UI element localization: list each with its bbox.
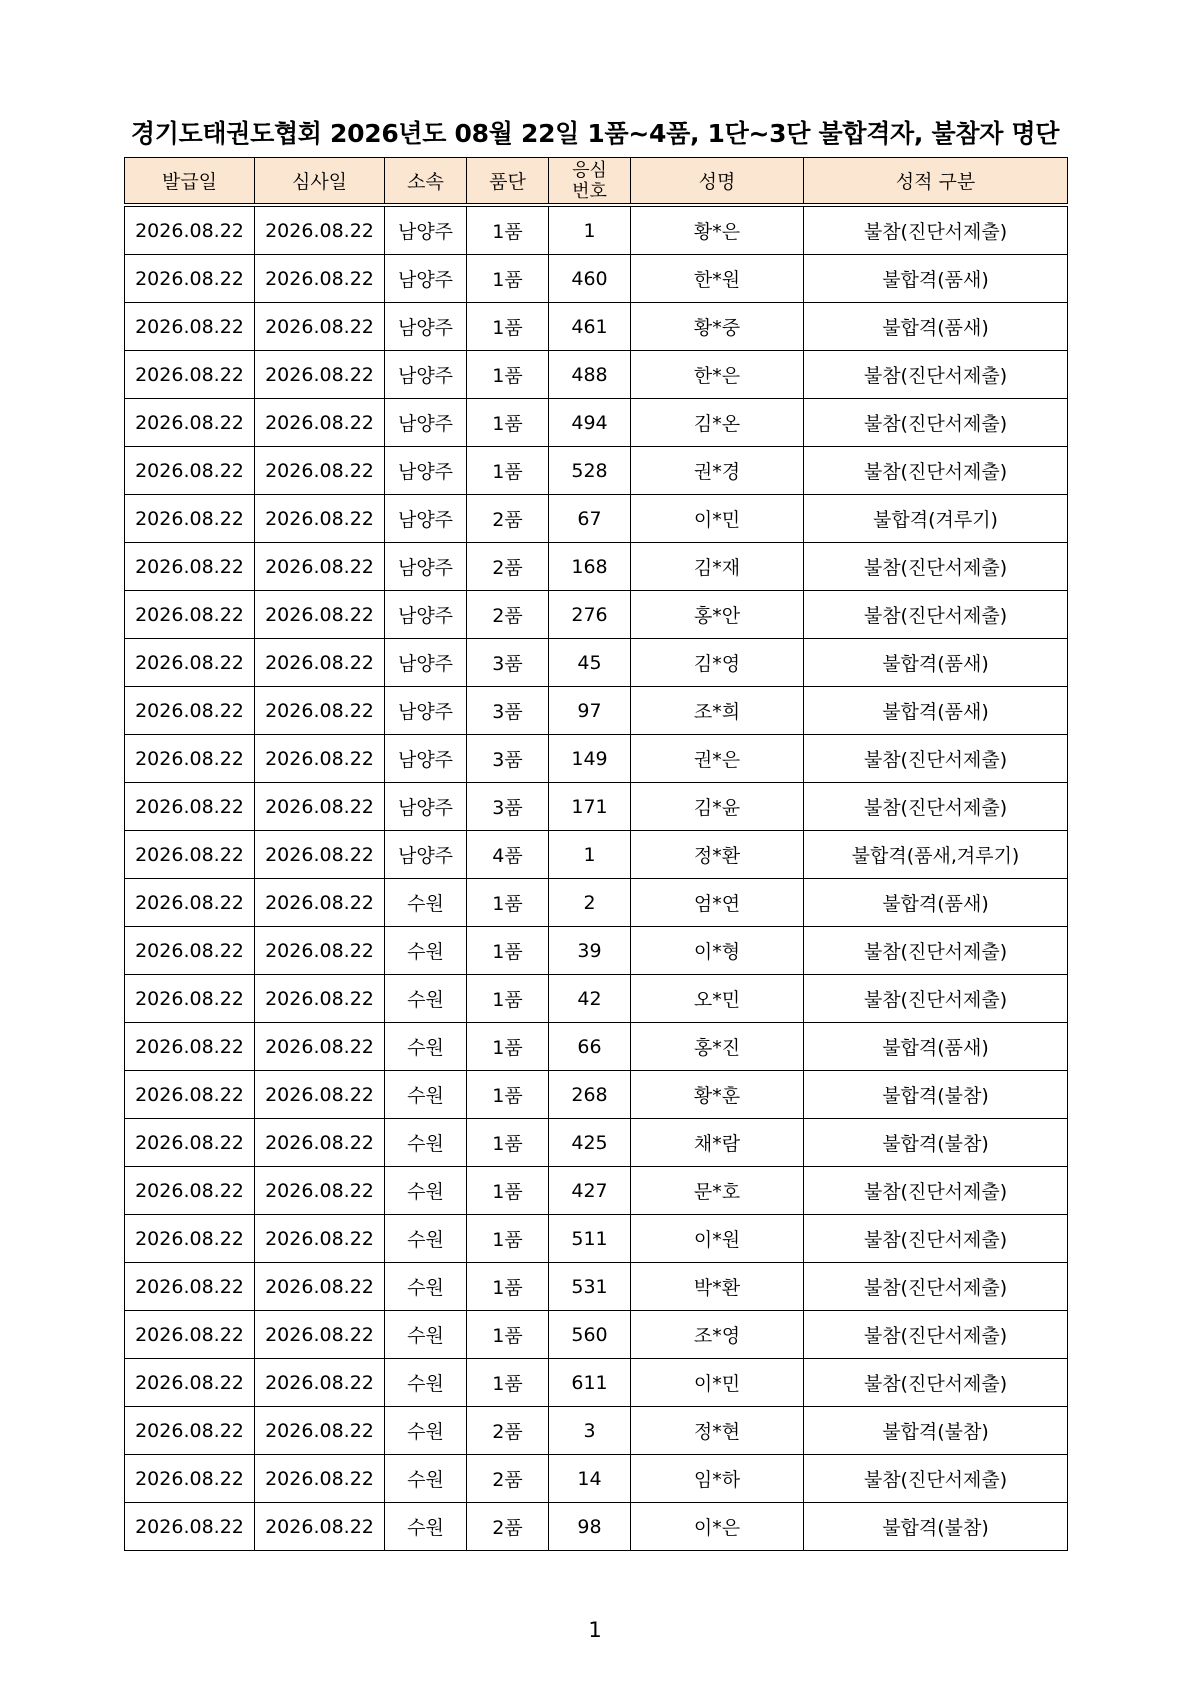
- cell-result: 불참(진단서제출): [804, 1215, 1068, 1263]
- cell-exam-number: 276: [549, 591, 631, 639]
- cell-exam-date: 2026.08.22: [255, 1119, 385, 1167]
- cell-affiliation: 수원: [385, 1503, 467, 1551]
- cell-name: 권*은: [631, 735, 804, 783]
- cell-rank: 1품: [467, 255, 549, 303]
- cell-result: 불합격(품새,겨루기): [804, 831, 1068, 879]
- cell-exam-number: 425: [549, 1119, 631, 1167]
- cell-result: 불참(진단서제출): [804, 1167, 1068, 1215]
- table-row: [125, 1263, 1068, 1311]
- cell-exam-date: 2026.08.22: [255, 591, 385, 639]
- cell-rank: 1품: [467, 1359, 549, 1407]
- cell-exam-number: 531: [549, 1263, 631, 1311]
- cell-exam-date: 2026.08.22: [255, 1407, 385, 1455]
- header-row: [125, 158, 1068, 206]
- cell-issue-date: 2026.08.22: [125, 1407, 255, 1455]
- cell-exam-number: 14: [549, 1455, 631, 1503]
- cell-name: 황*은: [631, 205, 804, 255]
- header-affiliation: 소속: [385, 158, 467, 206]
- cell-issue-date: 2026.08.22: [125, 1071, 255, 1119]
- cell-rank: 1품: [467, 205, 549, 255]
- cell-name: 이*원: [631, 1215, 804, 1263]
- table-row: [125, 879, 1068, 927]
- cell-affiliation: 수원: [385, 1119, 467, 1167]
- cell-result: 불참(진단서제출): [804, 735, 1068, 783]
- cell-rank: 1품: [467, 879, 549, 927]
- cell-issue-date: 2026.08.22: [125, 1503, 255, 1551]
- cell-name: 문*호: [631, 1167, 804, 1215]
- cell-issue-date: 2026.08.22: [125, 351, 255, 399]
- cell-exam-number: 98: [549, 1503, 631, 1551]
- cell-exam-number: 494: [549, 399, 631, 447]
- cell-exam-date: 2026.08.22: [255, 351, 385, 399]
- cell-issue-date: 2026.08.22: [125, 1119, 255, 1167]
- cell-rank: 1품: [467, 399, 549, 447]
- cell-result: 불참(진단서제출): [804, 927, 1068, 975]
- cell-result: 불합격(불참): [804, 1119, 1068, 1167]
- cell-issue-date: 2026.08.22: [125, 1023, 255, 1071]
- cell-name: 정*현: [631, 1407, 804, 1455]
- cell-exam-number: 528: [549, 447, 631, 495]
- cell-issue-date: 2026.08.22: [125, 879, 255, 927]
- cell-exam-date: 2026.08.22: [255, 1455, 385, 1503]
- cell-affiliation: 수원: [385, 975, 467, 1023]
- cell-issue-date: 2026.08.22: [125, 639, 255, 687]
- cell-name: 황*중: [631, 303, 804, 351]
- cell-affiliation: 수원: [385, 1455, 467, 1503]
- cell-issue-date: 2026.08.22: [125, 735, 255, 783]
- cell-result: 불합격(불참): [804, 1503, 1068, 1551]
- header-issue-date: 발급일: [125, 158, 255, 206]
- header-result: 성적 구분: [804, 158, 1068, 206]
- cell-affiliation: 남양주: [385, 303, 467, 351]
- cell-exam-number: 39: [549, 927, 631, 975]
- cell-rank: 2품: [467, 495, 549, 543]
- cell-exam-number: 42: [549, 975, 631, 1023]
- cell-exam-number: 460: [549, 255, 631, 303]
- cell-rank: 1품: [467, 351, 549, 399]
- cell-rank: 1품: [467, 1119, 549, 1167]
- table-row: [125, 255, 1068, 303]
- cell-affiliation: 수원: [385, 1407, 467, 1455]
- cell-exam-number: 488: [549, 351, 631, 399]
- cell-rank: 2품: [467, 1503, 549, 1551]
- cell-exam-number: 461: [549, 303, 631, 351]
- cell-issue-date: 2026.08.22: [125, 687, 255, 735]
- cell-result: 불참(진단서제출): [804, 351, 1068, 399]
- cell-rank: 1품: [467, 975, 549, 1023]
- cell-exam-number: 560: [549, 1311, 631, 1359]
- cell-result: 불참(진단서제출): [804, 205, 1068, 255]
- table-row: [125, 1311, 1068, 1359]
- cell-affiliation: 수원: [385, 1215, 467, 1263]
- cell-issue-date: 2026.08.22: [125, 927, 255, 975]
- table-row: [125, 495, 1068, 543]
- cell-exam-number: 3: [549, 1407, 631, 1455]
- table-row: [125, 591, 1068, 639]
- cell-issue-date: 2026.08.22: [125, 1455, 255, 1503]
- cell-exam-date: 2026.08.22: [255, 975, 385, 1023]
- cell-exam-number: 67: [549, 495, 631, 543]
- cell-affiliation: 수원: [385, 1311, 467, 1359]
- cell-name: 김*재: [631, 543, 804, 591]
- cell-affiliation: 남양주: [385, 205, 467, 255]
- table-row: [125, 687, 1068, 735]
- table-row: [125, 1119, 1068, 1167]
- cell-rank: 1품: [467, 447, 549, 495]
- cell-rank: 3품: [467, 783, 549, 831]
- cell-issue-date: 2026.08.22: [125, 1311, 255, 1359]
- header-exam-date: 심사일: [255, 158, 385, 206]
- cell-exam-number: 149: [549, 735, 631, 783]
- cell-result: 불참(진단서제출): [804, 447, 1068, 495]
- cell-rank: 2품: [467, 591, 549, 639]
- cell-exam-date: 2026.08.22: [255, 1023, 385, 1071]
- cell-exam-number: 1: [549, 205, 631, 255]
- cell-issue-date: 2026.08.22: [125, 1215, 255, 1263]
- cell-affiliation: 남양주: [385, 543, 467, 591]
- table-row: [125, 1407, 1068, 1455]
- cell-affiliation: 남양주: [385, 639, 467, 687]
- cell-issue-date: 2026.08.22: [125, 831, 255, 879]
- table-row: [125, 1215, 1068, 1263]
- table-row: [125, 639, 1068, 687]
- header-exam-number: 응심 번호: [549, 158, 631, 206]
- cell-affiliation: 남양주: [385, 735, 467, 783]
- cell-exam-date: 2026.08.22: [255, 783, 385, 831]
- cell-exam-date: 2026.08.22: [255, 687, 385, 735]
- cell-affiliation: 남양주: [385, 255, 467, 303]
- cell-exam-number: 1: [549, 831, 631, 879]
- cell-issue-date: 2026.08.22: [125, 205, 255, 255]
- cell-rank: 1품: [467, 1071, 549, 1119]
- cell-rank: 2품: [467, 1407, 549, 1455]
- cell-rank: 2품: [467, 543, 549, 591]
- cell-name: 권*경: [631, 447, 804, 495]
- cell-name: 김*윤: [631, 783, 804, 831]
- cell-result: 불참(진단서제출): [804, 399, 1068, 447]
- cell-result: 불참(진단서제출): [804, 591, 1068, 639]
- table-row: [125, 1455, 1068, 1503]
- table-row: [125, 927, 1068, 975]
- cell-affiliation: 수원: [385, 927, 467, 975]
- cell-affiliation: 남양주: [385, 783, 467, 831]
- page-number: 1: [588, 1618, 602, 1642]
- cell-issue-date: 2026.08.22: [125, 1167, 255, 1215]
- cell-issue-date: 2026.08.22: [125, 543, 255, 591]
- cell-exam-date: 2026.08.22: [255, 1359, 385, 1407]
- cell-name: 김*영: [631, 639, 804, 687]
- cell-rank: 3품: [467, 639, 549, 687]
- cell-result: 불참(진단서제출): [804, 1311, 1068, 1359]
- cell-result: 불참(진단서제출): [804, 543, 1068, 591]
- cell-exam-date: 2026.08.22: [255, 1167, 385, 1215]
- cell-issue-date: 2026.08.22: [125, 447, 255, 495]
- cell-result: 불참(진단서제출): [804, 1263, 1068, 1311]
- table-row: [125, 1359, 1068, 1407]
- table-row: [125, 1167, 1068, 1215]
- cell-affiliation: 남양주: [385, 831, 467, 879]
- cell-affiliation: 수원: [385, 1359, 467, 1407]
- cell-rank: 3품: [467, 687, 549, 735]
- table-row: [125, 783, 1068, 831]
- cell-name: 홍*진: [631, 1023, 804, 1071]
- cell-result: 불합격(품새): [804, 255, 1068, 303]
- cell-issue-date: 2026.08.22: [125, 1359, 255, 1407]
- cell-rank: 1품: [467, 1263, 549, 1311]
- header-rank: 품단: [467, 158, 549, 206]
- cell-result: 불합격(품새): [804, 639, 1068, 687]
- cell-result: 불합격(불참): [804, 1407, 1068, 1455]
- table-row: [125, 831, 1068, 879]
- cell-rank: 1품: [467, 1023, 549, 1071]
- cell-result: 불참(진단서제출): [804, 1359, 1068, 1407]
- cell-affiliation: 수원: [385, 1263, 467, 1311]
- cell-result: 불합격(겨루기): [804, 495, 1068, 543]
- cell-rank: 1품: [467, 927, 549, 975]
- cell-name: 조*영: [631, 1311, 804, 1359]
- cell-affiliation: 남양주: [385, 447, 467, 495]
- cell-issue-date: 2026.08.22: [125, 255, 255, 303]
- cell-name: 정*환: [631, 831, 804, 879]
- cell-exam-date: 2026.08.22: [255, 735, 385, 783]
- cell-exam-date: 2026.08.22: [255, 927, 385, 975]
- cell-exam-date: 2026.08.22: [255, 255, 385, 303]
- cell-rank: 4품: [467, 831, 549, 879]
- cell-affiliation: 남양주: [385, 351, 467, 399]
- cell-name: 엄*연: [631, 879, 804, 927]
- table-row: [125, 303, 1068, 351]
- cell-issue-date: 2026.08.22: [125, 303, 255, 351]
- cell-rank: 1품: [467, 1311, 549, 1359]
- cell-affiliation: 남양주: [385, 591, 467, 639]
- cell-rank: 3품: [467, 735, 549, 783]
- cell-affiliation: 남양주: [385, 687, 467, 735]
- cell-name: 이*은: [631, 1503, 804, 1551]
- cell-affiliation: 수원: [385, 1023, 467, 1071]
- cell-exam-date: 2026.08.22: [255, 1311, 385, 1359]
- header-name: 성명: [631, 158, 804, 206]
- cell-result: 불합격(품새): [804, 879, 1068, 927]
- table-row: [125, 543, 1068, 591]
- cell-affiliation: 남양주: [385, 495, 467, 543]
- cell-exam-date: 2026.08.22: [255, 543, 385, 591]
- cell-affiliation: 수원: [385, 1167, 467, 1215]
- cell-exam-number: 511: [549, 1215, 631, 1263]
- cell-name: 홍*안: [631, 591, 804, 639]
- cell-exam-number: 97: [549, 687, 631, 735]
- cell-exam-date: 2026.08.22: [255, 831, 385, 879]
- cell-exam-number: 66: [549, 1023, 631, 1071]
- cell-issue-date: 2026.08.22: [125, 1263, 255, 1311]
- cell-name: 이*민: [631, 1359, 804, 1407]
- cell-rank: 1품: [467, 303, 549, 351]
- cell-result: 불참(진단서제출): [804, 783, 1068, 831]
- table-row: [125, 975, 1068, 1023]
- cell-exam-number: 427: [549, 1167, 631, 1215]
- table-row: [125, 735, 1068, 783]
- cell-result: 불합격(품새): [804, 1023, 1068, 1071]
- cell-name: 이*형: [631, 927, 804, 975]
- cell-affiliation: 남양주: [385, 399, 467, 447]
- cell-rank: 1품: [467, 1167, 549, 1215]
- cell-name: 한*은: [631, 351, 804, 399]
- cell-exam-date: 2026.08.22: [255, 639, 385, 687]
- cell-affiliation: 수원: [385, 1071, 467, 1119]
- cell-issue-date: 2026.08.22: [125, 591, 255, 639]
- document-title: 경기도태권도협회 2026년도 08월 22일 1품~4품, 1단~3단 불합격자, 불참자 명단: [130, 119, 1060, 148]
- table-header: [125, 158, 1068, 206]
- cell-exam-date: 2026.08.22: [255, 447, 385, 495]
- cell-exam-date: 2026.08.22: [255, 303, 385, 351]
- table-row: [125, 205, 1068, 255]
- cell-exam-date: 2026.08.22: [255, 1503, 385, 1551]
- cell-name: 이*민: [631, 495, 804, 543]
- cell-rank: 2품: [467, 1455, 549, 1503]
- cell-result: 불합격(불참): [804, 1071, 1068, 1119]
- cell-exam-date: 2026.08.22: [255, 1071, 385, 1119]
- cell-name: 김*온: [631, 399, 804, 447]
- cell-name: 황*훈: [631, 1071, 804, 1119]
- table-body: [125, 205, 1068, 1551]
- cell-exam-date: 2026.08.22: [255, 1215, 385, 1263]
- table-row: [125, 447, 1068, 495]
- cell-name: 박*환: [631, 1263, 804, 1311]
- roster-table: [124, 157, 1068, 1551]
- cell-exam-number: 45: [549, 639, 631, 687]
- table-row: [125, 1071, 1068, 1119]
- cell-name: 임*하: [631, 1455, 804, 1503]
- cell-result: 불참(진단서제출): [804, 975, 1068, 1023]
- cell-issue-date: 2026.08.22: [125, 783, 255, 831]
- cell-exam-date: 2026.08.22: [255, 205, 385, 255]
- table-row: [125, 351, 1068, 399]
- cell-exam-date: 2026.08.22: [255, 399, 385, 447]
- table-row: [125, 399, 1068, 447]
- table-row: [125, 1503, 1068, 1551]
- cell-rank: 1품: [467, 1215, 549, 1263]
- cell-result: 불합격(품새): [804, 687, 1068, 735]
- cell-result: 불합격(품새): [804, 303, 1068, 351]
- cell-issue-date: 2026.08.22: [125, 495, 255, 543]
- cell-exam-date: 2026.08.22: [255, 495, 385, 543]
- cell-exam-number: 611: [549, 1359, 631, 1407]
- cell-exam-date: 2026.08.22: [255, 879, 385, 927]
- cell-name: 채*람: [631, 1119, 804, 1167]
- table-row: [125, 1023, 1068, 1071]
- cell-exam-number: 171: [549, 783, 631, 831]
- cell-exam-number: 168: [549, 543, 631, 591]
- cell-result: 불참(진단서제출): [804, 1455, 1068, 1503]
- cell-name: 조*희: [631, 687, 804, 735]
- cell-issue-date: 2026.08.22: [125, 399, 255, 447]
- cell-issue-date: 2026.08.22: [125, 975, 255, 1023]
- cell-exam-date: 2026.08.22: [255, 1263, 385, 1311]
- cell-exam-number: 2: [549, 879, 631, 927]
- cell-affiliation: 수원: [385, 879, 467, 927]
- cell-name: 오*민: [631, 975, 804, 1023]
- cell-exam-number: 268: [549, 1071, 631, 1119]
- cell-name: 한*원: [631, 255, 804, 303]
